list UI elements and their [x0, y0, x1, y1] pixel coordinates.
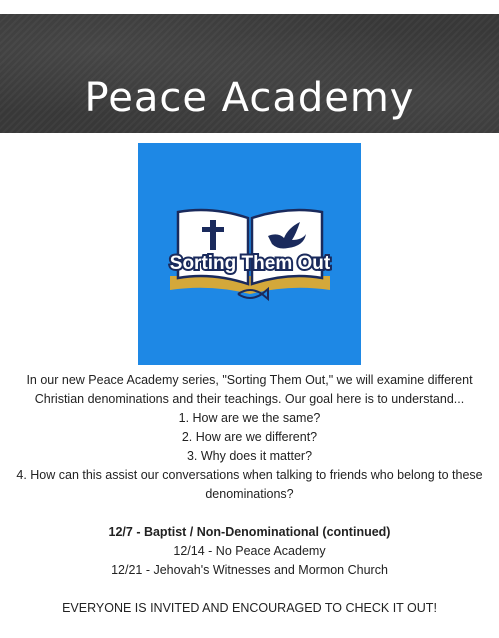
intro-line-2: Christian denominations and their teachings. Our goal here is to understand...: [34, 392, 465, 406]
question-4-cont: denominations?: [205, 487, 294, 501]
header-banner: [0, 14, 499, 133]
closing-line: EVERYONE IS INVITED AND ENCOURAGED TO CHECK IT OUT!: [62, 601, 437, 615]
question-3: 3. Why does it matter?: [186, 449, 313, 463]
open-book-icon: [160, 206, 340, 302]
logo-wordmark: Sorting Them Out: [169, 253, 330, 274]
banner-title: Peace Academy: [84, 74, 415, 121]
series-logo: [138, 143, 361, 365]
question-4: 4. How can this assist our conversations when talking to friends who belong to these: [16, 468, 483, 482]
schedule-item-1: 12/7 - Baptist / Non-Denominational (continued): [108, 525, 391, 539]
spacer: [10, 504, 489, 523]
question-1: 1. How are we the same?: [178, 411, 321, 425]
top-strip: [0, 0, 499, 14]
logo-container: [0, 143, 499, 365]
schedule-item-3: 12/21 - Jehovah's Witnesses and Mormon Church: [111, 563, 388, 577]
question-2: 2. How are we different?: [181, 430, 318, 444]
intro-line-1: In our new Peace Academy series, "Sorting Them Out," we will examine different: [26, 373, 473, 387]
spacer: [10, 580, 489, 599]
cross-icon: [210, 220, 216, 250]
main-content: [0, 365, 499, 618]
schedule-item-2: 12/14 - No Peace Academy: [173, 544, 326, 558]
